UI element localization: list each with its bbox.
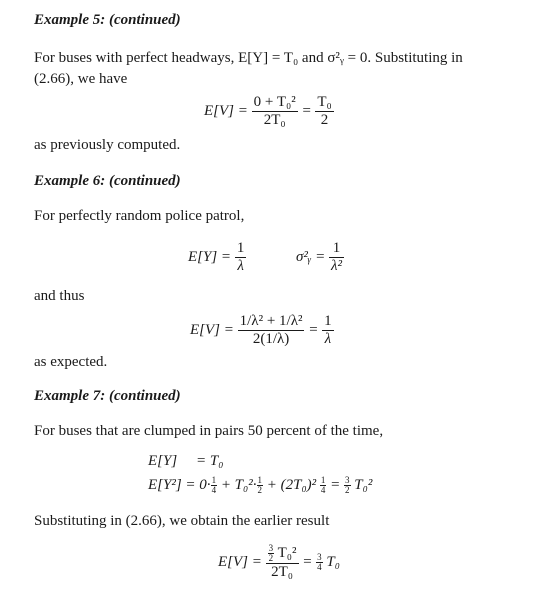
eq-term: T₀²: [274, 544, 297, 561]
example-6-and-thus: and thus: [34, 288, 85, 304]
example-7-heading: Example 7: (continued): [34, 388, 181, 404]
eq-rhs: = T₀: [196, 453, 224, 469]
eq-equals: =: [301, 102, 312, 119]
example-6-heading: Example 6: (continued): [34, 173, 181, 189]
example-7-equation-2: [148, 476, 372, 495]
eq-term: T₀: [322, 553, 340, 570]
eq-lhs: E[Y]: [148, 453, 178, 469]
eq-equals: =: [302, 553, 313, 570]
example-6-equation-a: [188, 240, 246, 275]
example-7-equation-1: [148, 453, 223, 470]
eq-equals: =: [326, 476, 345, 493]
eq-numerator: 0 + T₀²: [253, 94, 296, 110]
eq-term: + T₀²·: [217, 476, 257, 493]
example-6-equation-c: [190, 313, 334, 348]
eq-fraction: [252, 94, 298, 129]
example-7-substituting: Substituting in (2.66), we obtain the earlier result: [34, 513, 330, 529]
eq-denominator: 2T₀: [252, 111, 298, 129]
example-5-conclusion: as previously computed.: [34, 137, 181, 153]
fraction-numerator: 1: [320, 475, 326, 485]
eq-numerator: 1/λ² + 1/λ²: [239, 313, 303, 329]
example-5-paragraph-line-1: For buses with perfect headways, E[Y] = T₀ and σ²ᵧ = 0. Substituting in: [34, 50, 463, 66]
fraction-denominator: 2: [345, 485, 350, 495]
eq-denominator: λ²: [330, 258, 342, 274]
eq-term: T₀²: [350, 476, 373, 493]
example-6-paragraph: For perfectly random police patrol,: [34, 208, 245, 224]
example-6-equation-b: [296, 240, 344, 275]
example-6-conclusion: as expected.: [34, 354, 108, 370]
eq-lhs: E[V] =: [190, 321, 234, 338]
eq-lhs: E[Y] =: [188, 248, 232, 265]
example-5-heading: Example 5: (continued): [34, 12, 181, 28]
eq-fraction: [235, 240, 247, 275]
eq-denominator: λ: [235, 257, 247, 275]
eq-fraction: [266, 544, 299, 581]
example-5-equation: [204, 94, 334, 129]
eq-fraction: [238, 313, 305, 348]
eq-numerator: [266, 544, 299, 563]
fraction-numerator: 3: [345, 475, 350, 485]
eq-term: + (2T₀)²: [263, 476, 317, 493]
eq-lhs: σ²ᵧ =: [296, 248, 326, 265]
fraction-numerator: 1: [211, 475, 217, 485]
example-7-paragraph: For buses that are clumped in pairs 50 percent of the time,: [34, 423, 384, 439]
example-5-paragraph-line-2: (2.66), we have: [34, 71, 128, 87]
eq-denominator: 2(1/λ): [238, 330, 305, 348]
eq-fraction-2: [315, 94, 333, 129]
fraction-numerator: 1: [257, 475, 262, 485]
eq-numerator: 1: [236, 240, 245, 256]
eq-denominator: 2T₀: [266, 563, 299, 581]
eq-lhs: E[V] =: [204, 102, 248, 119]
fraction-denominator: 2: [268, 553, 274, 563]
eq-numerator: 1: [332, 240, 341, 256]
fraction-denominator: 2: [257, 485, 262, 495]
eq-numerator-2: 1: [324, 313, 332, 329]
eq-equals: =: [308, 321, 319, 338]
fraction-numerator: 3: [317, 552, 322, 562]
eq-fraction: [329, 240, 344, 275]
eq-lhs: E[Y²] = 0·: [148, 476, 211, 493]
eq-lhs: E[V] =: [218, 553, 262, 570]
eq-numerator-2: T₀: [317, 94, 332, 110]
example-7-equation-3: [218, 544, 340, 581]
fraction-denominator: 4: [211, 485, 217, 495]
fraction-denominator: 4: [317, 562, 322, 572]
eq-fraction-2: [322, 313, 334, 348]
fraction-numerator: 3: [268, 543, 274, 553]
fraction-denominator: 4: [320, 485, 326, 495]
eq-denominator-2: λ: [322, 330, 334, 348]
eq-denominator-2: 2: [315, 111, 333, 129]
